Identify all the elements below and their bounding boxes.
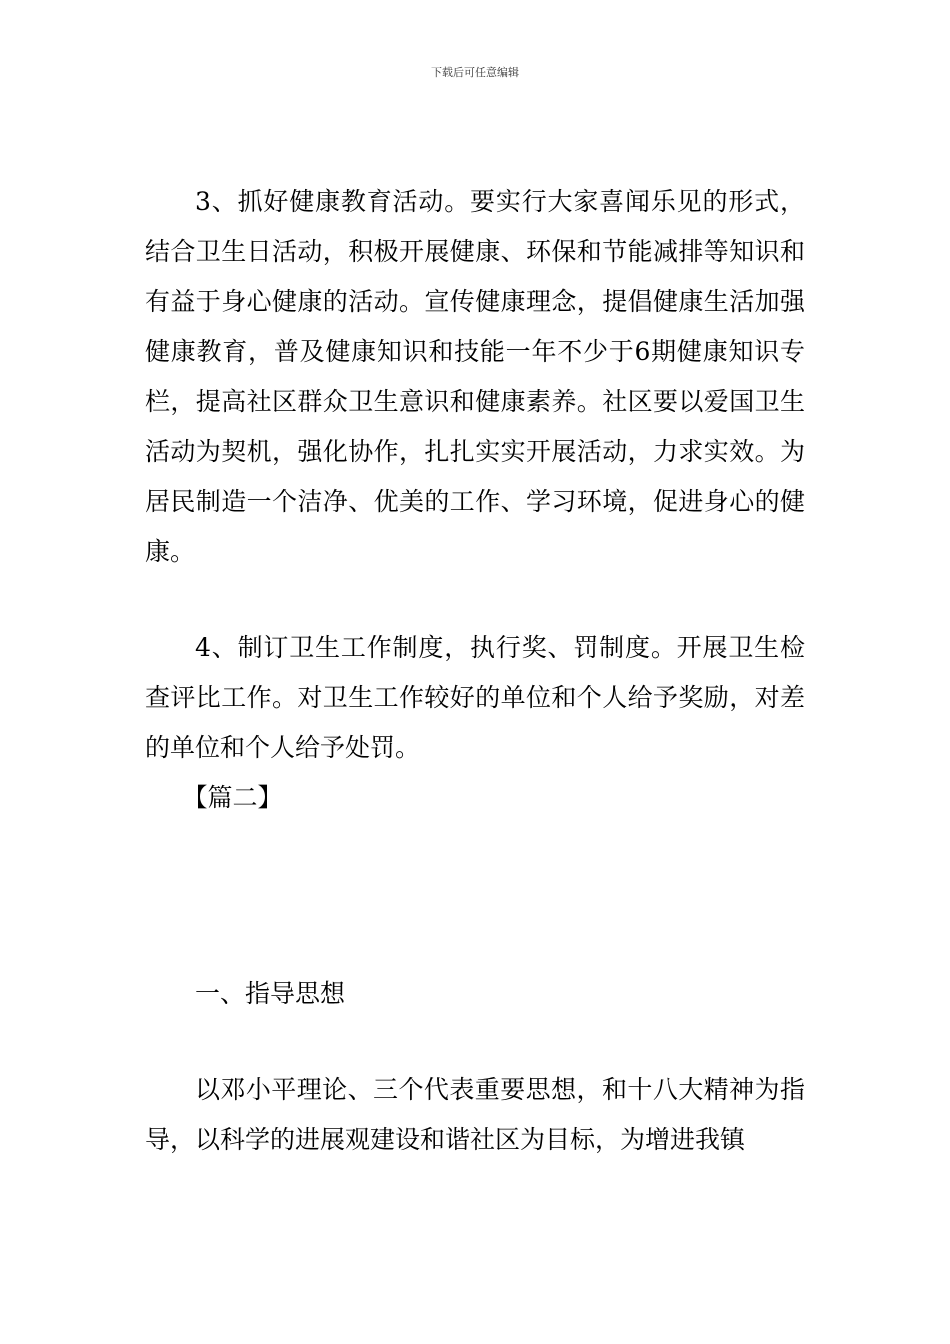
paragraph-guiding-thought: 以邓小平理论、三个代表重要思想，和十八大精神为指导，以科学的进展观建设和谐社区为目标，为增进我镇 [145,1075,805,1154]
paragraph-health-education: 3、抓好健康教育活动。要实行大家喜闻乐见的形式，结合卫生日活动，积极开展健康、环保和节能减排等知识和有益于身心健康的活动。宣传健康理念，提倡健康生活加强健康教育，普及健康知识和技能一年不少于6期健康知识专栏，提高社区群众卫生意识和健康素养。社区要以爱国卫生活动为契机，强化协作，扎扎实实开展活动，力求实效。为居民制造一个洁净、优美的工作、学习环境，促进身心的健康。 [145,187,805,566]
paragraph-hygiene-system: 4、制订卫生工作制度，执行奖、罚制度。开展卫生检查评比工作。对卫生工作较好的单位和个人给予奖励，对差的单位和个人给予处罚。 [145,633,805,762]
document-body [145,177,805,1165]
section-heading: 一、指导思想 [195,979,346,1008]
page-header-note: 下载后可任意编辑 [431,66,519,79]
section-label: 【篇二】 [182,783,283,812]
